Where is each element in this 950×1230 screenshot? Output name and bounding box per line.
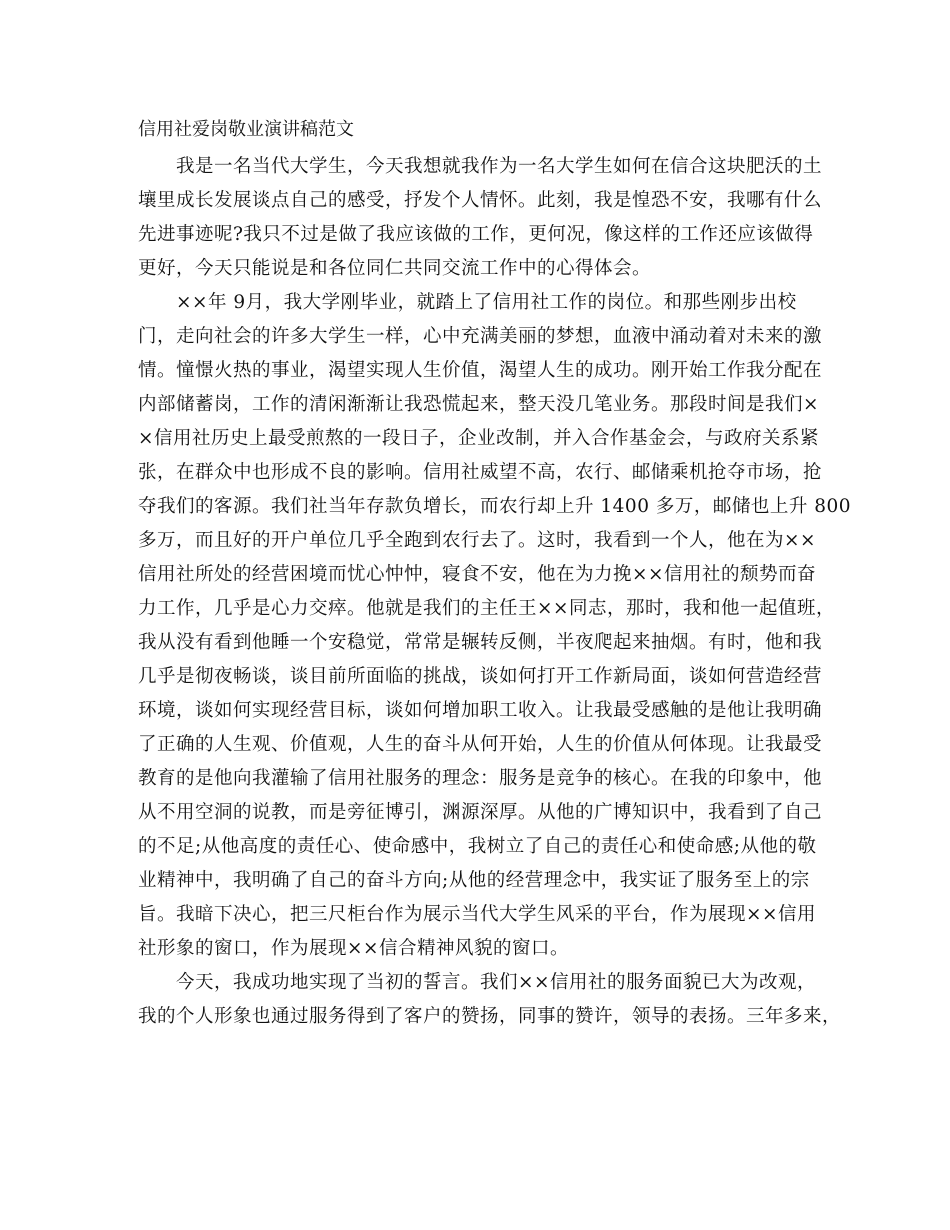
paragraph-2 — [138, 286, 852, 966]
text-line: 力工作，几乎是心力交瘁。他就是我们的主任王××同志，那时，我和他一起值班， — [138, 598, 836, 619]
text-line: 了正确的人生观、价值观，人生的奋斗从何开始，人生的价值从何体现。让我最受 — [138, 734, 823, 755]
text-line: 环境，谈如何实现经营目标，谈如何增加职工收入。让我最受感触的是他让我明确 — [138, 700, 823, 721]
text-line: 旨。我暗下决心，把三尺柜台作为展示当代大学生风采的平台，作为展现××信用 — [138, 904, 817, 925]
text-line: 先进事迹呢?我只不过是做了我应该做的工作，更何况，像这样的工作还应该做得 — [138, 224, 814, 245]
text-line: 情。憧憬火热的事业，渴望实现人生价值，渴望人生的成功。刚开始工作我分配在 — [138, 360, 823, 381]
text-line: 信用社所处的经营困境而忧心忡忡，寝食不安，他在为力挽××信用社的颓势而奋 — [138, 564, 817, 585]
text-line: 今天，我成功地实现了当初的誓言。我们××信用社的服务面貌已大为改观， — [176, 972, 817, 993]
document-body — [138, 150, 852, 1034]
text-line: 教育的是他向我灌输了信用社服务的理念：服务是竞争的核心。在我的印象中，他 — [138, 768, 823, 789]
paragraph-1 — [138, 150, 821, 286]
text-line: 几乎是彻夜畅谈，谈目前所面临的挑战，谈如何打开工作新局面，谈如何营造经营 — [138, 666, 823, 687]
text-line: 业精神中，我明确了自己的奋斗方向;从他的经营理念中，我实证了服务至上的宗 — [138, 870, 810, 891]
text-line: 夺我们的客源。我们社当年存款负增长，而农行却上升 1400 多万，邮储也上升 800 — [138, 496, 852, 517]
text-line: ×信用社历史上最受煎熬的一段日子，企业改制，并入合作基金会，与政府关系紧 — [138, 428, 820, 449]
text-line: 我的个人形象也通过服务得到了客户的赞扬，同事的赞许，领导的表扬。三年多来， — [138, 1006, 842, 1027]
text-line: 社形象的窗口，作为展现××信合精神风貌的窗口。 — [138, 938, 570, 959]
text-line: 从不用空洞的说教，而是旁征博引，渊源深厚。从他的广博知识中，我看到了自己 — [138, 802, 823, 823]
text-line: 的不足;从他高度的责任心、使命感中，我树立了自己的责任心和使命感;从他的敬 — [138, 836, 817, 857]
text-line: 更好，今天只能说是和各位同仁共同交流工作中的心得体会。 — [138, 258, 652, 279]
text-line: 内部储蓄岗，工作的清闲渐渐让我恐慌起来，整天没几笔业务。那段时间是我们× — [138, 394, 820, 415]
document-title: 信用社爱岗敬业演讲稿范文 — [138, 119, 354, 140]
text-line: 张，在群众中也形成不良的影响。信用社威望不高，农行、邮储乘机抢夺市场，抢 — [138, 462, 823, 483]
text-line: ××年 9月，我大学刚毕业，就踏上了信用社工作的岗位。和那些刚步出校 — [176, 292, 797, 313]
text-line: 壤里成长发展谈点自己的感受，抒发个人情怀。此刻，我是惶恐不安，我哪有什么 — [138, 190, 823, 211]
text-line: 我是一名当代大学生，今天我想就我作为一名大学生如何在信合这块肥沃的土 — [176, 156, 823, 177]
text-line: 多万，而且好的开户单位几乎全跑到农行去了。这时，我看到一个人，他在为×× — [138, 530, 817, 551]
text-line: 门，走向社会的许多大学生一样，心中充满美丽的梦想，血液中涌动着对未来的激 — [138, 326, 823, 347]
text-line: 我从没有看到他睡一个安稳觉，常常是辗转反侧，半夜爬起来抽烟。有时，他和我 — [138, 632, 823, 653]
paragraph-3 — [138, 966, 842, 1034]
